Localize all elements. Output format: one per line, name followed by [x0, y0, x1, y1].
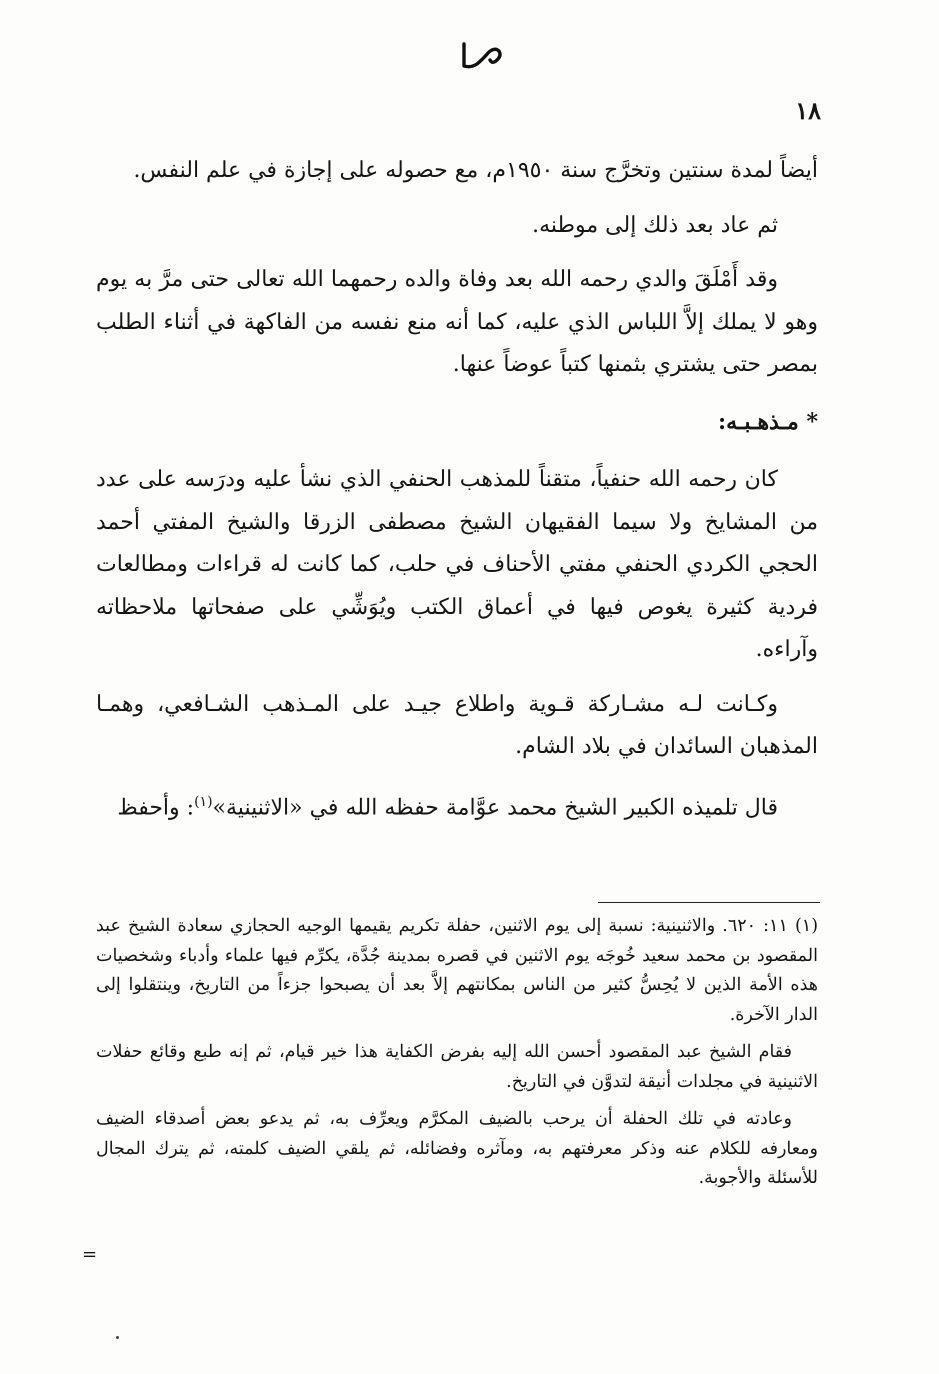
section-heading: * مـذهـبـه: [718, 408, 818, 435]
paragraph: وقد أَمْلَقَ والدي رحمه الله بعد وفاة والده رحمهما الله تعالى حتى مرَّ به يوم وهو لا يملك إلاَّ اللباس الذي عليه، كما أنه منع نفسه من الفاكهة في أثناء الطلب بمصر حتى يشتري بثمنها كتباً عوضاً عنها. [96, 267, 818, 377]
paragraph: ثم عاد بعد ذلك إلى موطنه. [532, 212, 778, 238]
continuation-mark: = [82, 1244, 98, 1265]
footnote-paragraph: وعادته في تلك الحفلة أن يرحب بالضيف المكرَّم ويعرِّف به، ثم يدعو بعض أصدقاء الضيف ومعارفه للكلام عنه وذكر معرفتهم به، ومآثره وفضائله، ثم يلقي الضيف كلمته، ثم يترك المجال للأسئلة والأجوبة. [96, 1109, 818, 1188]
main-text [96, 150, 818, 841]
quote-continuation: : وأحفظ [117, 794, 195, 820]
page-number: ١٨ [795, 96, 821, 125]
paragraph: وكـانت لـه مشـاركة قـوية واطلاع جيـد على المـذهب الشـافعي، وهمـا المذهبان السائدان في بلاد الشام. [96, 691, 818, 759]
quote-intro: قال تلميذه الكبير الشيخ محمد عوَّامة حفظه الله في «الاثنينية» [212, 794, 778, 820]
paragraph: أيضاً لمدة سنتين وتخرَّج سنة ١٩٥٠م، مع حصوله على إجازة في علم النفس. [133, 158, 818, 183]
paper-speck [116, 1336, 119, 1339]
footnote: (١) ١١: ٦٢٠. والاثنينية: نسبة إلى يوم الاثنين، حفلة تكريم يقيمها الوجيه الحجازي سعادة الشيخ عبد المقصود بن محمد سعيد خُوجَه يوم الاثنين في قصره بمدينة جُدَّة، يكرِّم فيها علماء وأدباء وشخصيات هذه الأمة الذين لا يُحِسُّ كثير من الناس بمكانتهم إلاَّ بعد أن يصبحوا جزءاً من التاريخ، وينتقلوا إلى الدار الآخرة. [96, 916, 819, 1025]
footnote-ref[interactable]: (١) [194, 793, 213, 810]
handwritten-mark-icon [455, 38, 505, 72]
footnote-separator [598, 902, 820, 903]
paragraph [96, 781, 818, 830]
footnotes [96, 912, 818, 1202]
paragraph: كان رحمه الله حنفياً، متقناً للمذهب الحنفي الذي نشأ عليه ودرَسه على عدد من المشايخ ولا سيما الفقيهان الشيخ مصطفى الزرقا والشيخ المفتي أحمد الحجي الكردي الحنفي مفتي الأحناف في حلب، كما كانت له قراءات ومطالعات فردية كثيرة يغوص فيها في أعماق الكتب ويُوَشِّي على صفحاتها ملاحظاته وآراءه. [96, 467, 818, 662]
footnote-paragraph: فقام الشيخ عبد المقصود أحسن الله إليه بفرض الكفاية هذا خير قيام، ثم إنه طبع وقائع حفلات الاثنينية في مجلدات أنيقة لتدوَّن في التاريخ. [96, 1042, 818, 1092]
